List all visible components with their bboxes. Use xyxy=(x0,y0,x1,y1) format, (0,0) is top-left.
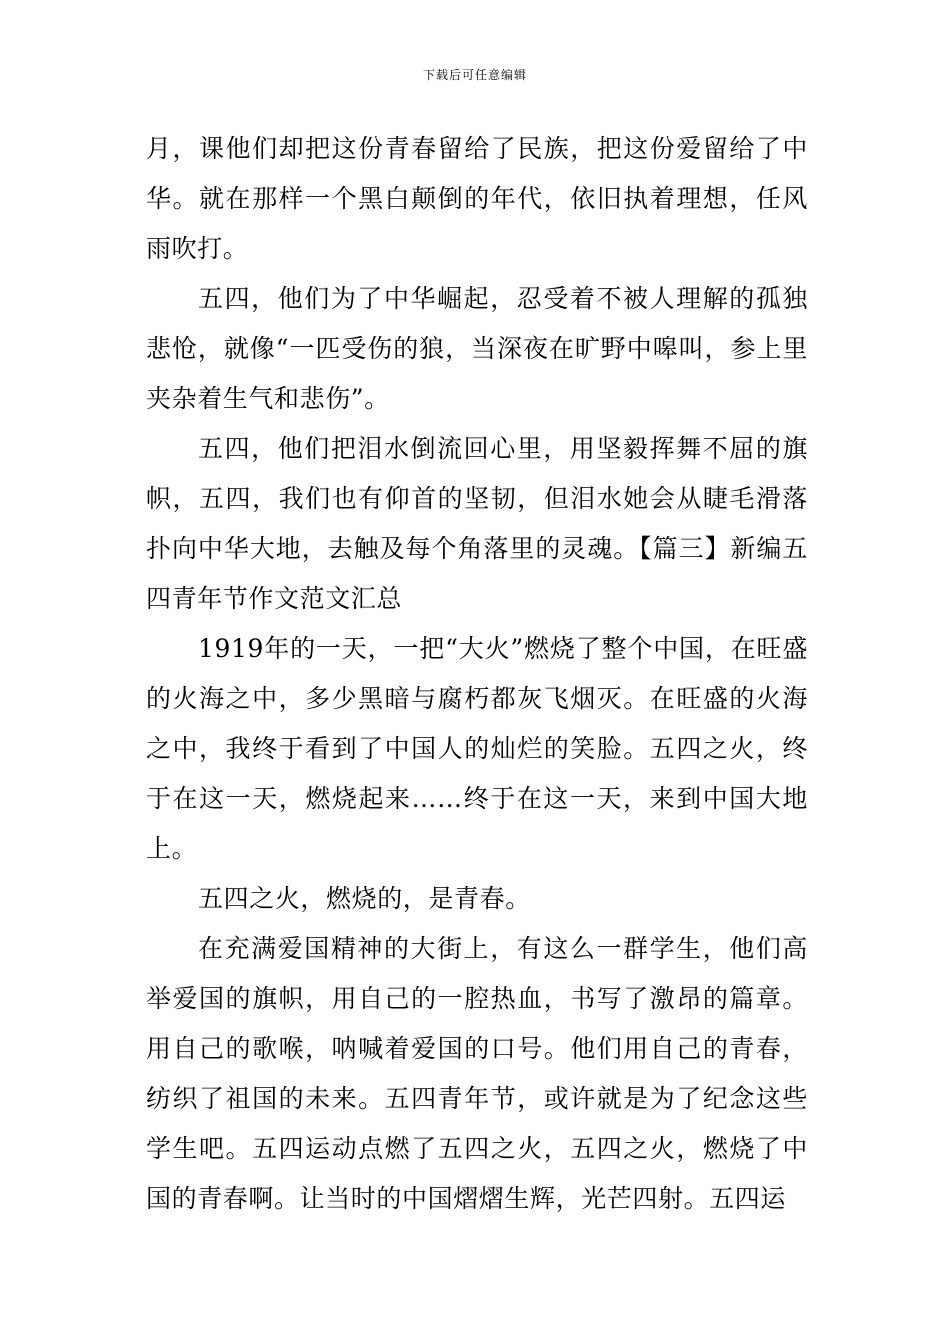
paragraph: 在充满爱国精神的大街上，有这么一群学生，他们高举爱国的旗帜，用自己的一腔热血，书写了激昂的篇章。用自己的歌喉，呐喊着爱国的口号。他们用自己的青春，纺织了祖国的未来。五四青年节，或许就是为了纪念这些学生吧。五四运动点燃了五四之火，五四之火，燃烧了中国的青春啊。让当时的中国熠熠生辉，光芒四射。五四运 xyxy=(146,934,808,1213)
header-note: 下载后可任意编辑 xyxy=(422,68,527,82)
paragraph: 五四之火，燃烧的，是青春。 xyxy=(198,884,531,913)
paragraph: 月，课他们却把这份青春留给了民族，把这份爱留给了中华。就在那样一个黑白颠倒的年代，依旧执着理想，任风雨吹打。 xyxy=(146,134,808,263)
paragraph: 五四，他们把泪水倒流回心里，用坚毅挥舞不屈的旗帜，五四，我们也有仰首的坚韧，但泪水她会从睫毛滑落扑向中华大地，去触及每个角落里的灵魂。【篇三】新编五四青年节作文范文汇总 xyxy=(146,434,808,613)
body-text xyxy=(146,124,808,1224)
paragraph: 1919年的一天，一把“大火”燃烧了整个中国，在旺盛的火海之中，多少黑暗与腐朽都灰飞烟灭。在旺盛的火海之中，我终于看到了中国人的灿烂的笑脸。五四之火，终于在这一天，燃烧起来……终于在这一天，来到中国大地上。 xyxy=(146,634,808,863)
paragraph: 五四，他们为了中华崛起，忍受着不被人理解的孤独悲怆，就像“一匹受伤的狼，当深夜在旷野中嗥叫，参上里夹杂着生气和悲伤”。 xyxy=(146,284,808,413)
